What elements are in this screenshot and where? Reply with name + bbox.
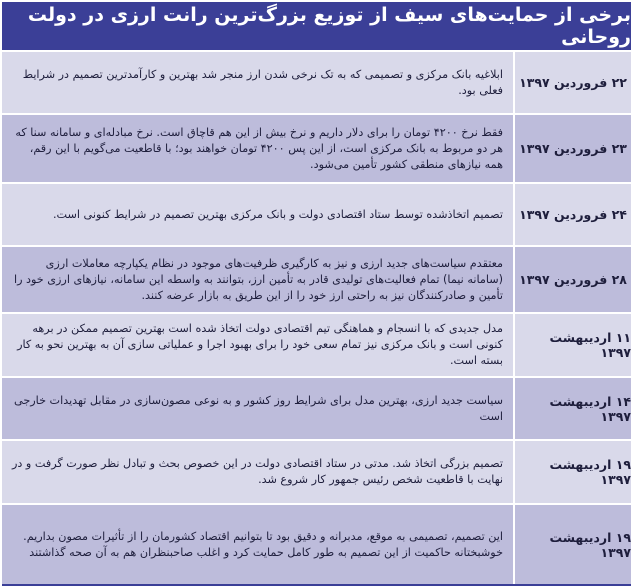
table-row <box>2 378 631 441</box>
table-row <box>2 184 631 247</box>
row-date: ۱۴ اردیبهشت ۱۳۹۷ <box>513 378 631 439</box>
row-text: این تصمیم، تصمیمی به موقع، مدبرانه و دقیق بود تا بتوانیم اقتصاد کشورمان را از تأثیرات مصون بداریم. خوشبختانه حاکمیت از این تصمیم به طور کامل حمایت کرد و اغلب صاحبنظران هم به آن صحه گذاشتند <box>23 529 503 559</box>
row-date: ۲۴ فروردین ۱۳۹۷ <box>513 184 631 245</box>
row-date: ۱۹ اردیبهشت ۱۳۹۷ <box>513 505 631 584</box>
row-date: ۱۱ اردیبهشت ۱۳۹۷ <box>513 314 631 376</box>
row-text: تصمیم اتخاذشده توسط ستاد اقتصادی دولت و بانک مرکزی بهترین تصمیم در شرایط کنونی است. <box>52 207 503 221</box>
row-text: سیاست جدید ارزی، بهترین مدل برای شرایط روز کشور و به نوعی مصون‌سازی در مقابل تهدیدات خارجی است <box>14 393 503 423</box>
row-text: معتقدم سیاست‌های جدید ارزی و نیز به کارگیری ظرفیت‌های موجود در نظام یکپارچه معاملات ارزی (سامانه نیما) تمام فعالیت‌های تولیدی قادر به تأمین ارز، بتوانند به واسطه این سامانه، نیازهای ارزی خود را تأمین و صادرکنندگان نیز به راحتی ارز خود را از این طریق به بازار عرضه کنند. <box>13 256 503 302</box>
page-title: برخی از حمایت‌های سیف از توزیع بزرگ‌ترین رانت ارزی در دولت روحانی <box>2 2 631 52</box>
quotes-table <box>2 52 631 586</box>
table-row <box>2 314 631 378</box>
row-text: مدل جدیدی که با انسجام و هماهنگی تیم اقتصادی دولت اتخاذ شده است بهترین تصمیم ممکن در برهه کنونی است و بانک مرکزی نیز تمام سعی خود را برای بهبود اجرا و عملیاتی سازی آن به بهترین نحو به کار بسته است. <box>17 322 503 367</box>
row-text: ابلاغیه بانک مرکزی و تصمیمی که به تک نرخی شدن ارز منجر شد بهترین و کارآمدترین تصمیم در شرایط فعلی بود. <box>22 67 503 97</box>
table-row <box>2 505 631 584</box>
row-date: ۱۹ اردیبهشت ۱۳۹۷ <box>513 441 631 503</box>
table-row <box>2 115 631 184</box>
table-row <box>2 52 631 115</box>
row-date: ۲۸ فروردین ۱۳۹۷ <box>513 247 631 312</box>
row-date: ۲۲ فروردین ۱۳۹۷ <box>513 52 631 113</box>
row-text: فقط نرخ ۴۲۰۰ تومان را برای دلار داریم و نرخ بیش از این هم قاچاق است. نرخ مبادله‌ای و سامانه سنا که هر دو مربوط به بانک مرکزی است، از این پس ۴۲۰۰ تومان خواهند بود؛ با قاطعیت می‌گویم با این رقم، همه نیازهای منطقی کشور تأمین می‌شود. <box>15 125 503 171</box>
table-row <box>2 247 631 314</box>
row-date: ۲۳ فروردین ۱۳۹۷ <box>513 115 631 182</box>
table-row <box>2 441 631 505</box>
row-text: تصمیم بزرگی اتخاذ شد. مدتی در ستاد اقتصادی دولت در این خصوص بحث و تبادل نظر صورت گرفت و در نهایت با قاطعیت شخص رئیس جمهور کار شروع شد. <box>11 457 503 486</box>
